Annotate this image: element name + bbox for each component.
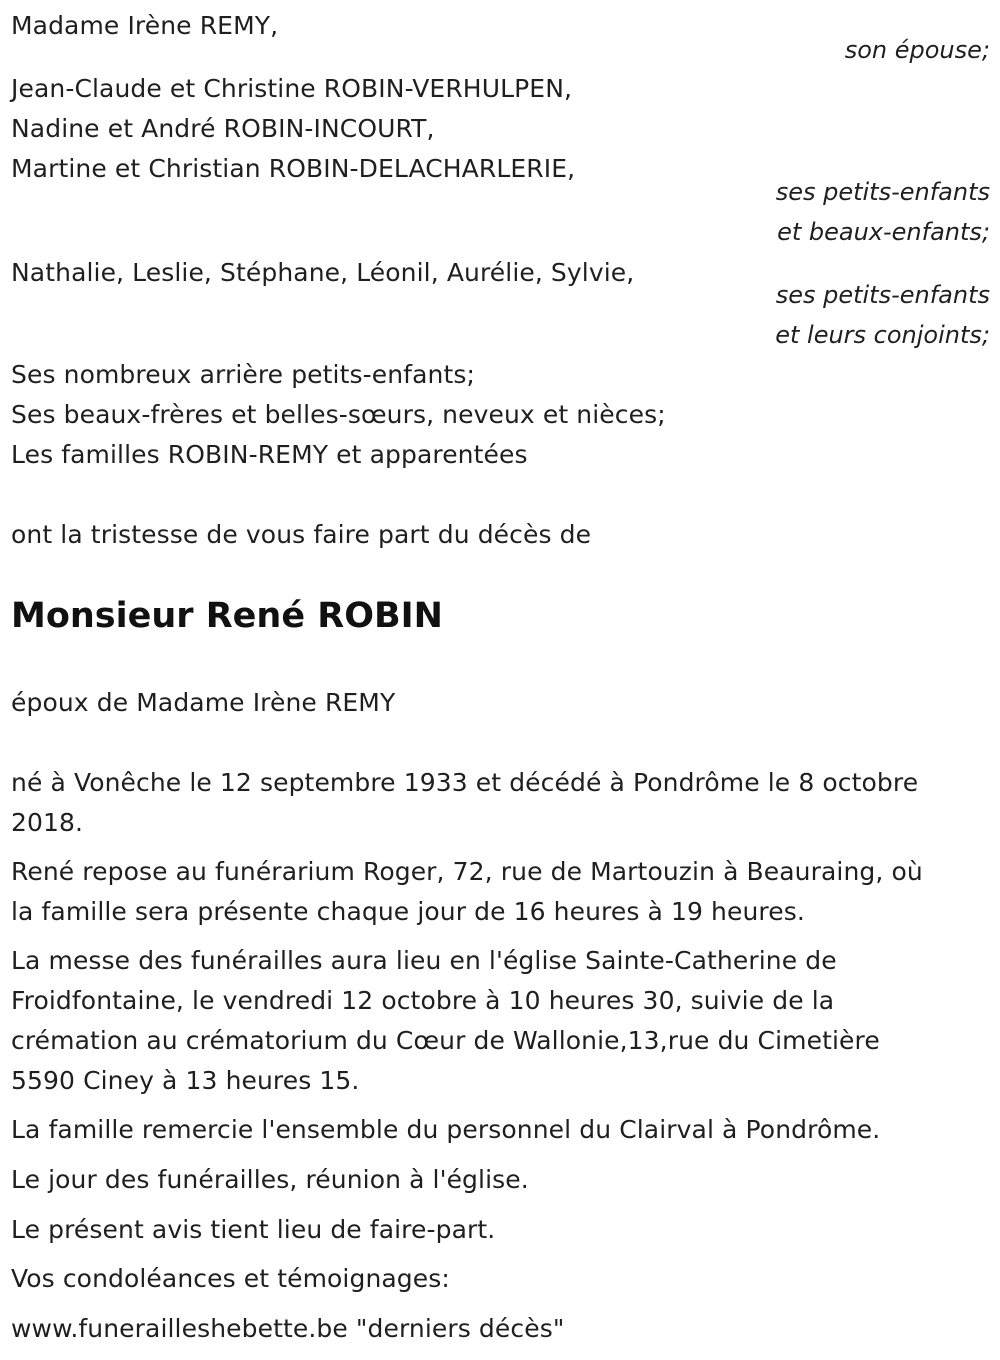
child-line: Nadine et André ROBIN-INCOURT, <box>11 114 435 143</box>
notice-line: Le présent avis tient lieu de faire-part. <box>11 1215 496 1244</box>
condolences-label: Vos condoléances et témoignages: <box>11 1264 450 1293</box>
thanks-line: La famille remercie l'ensemble du personnel du Clairval à Pondrôme. <box>11 1115 881 1144</box>
mass-line: crémation au crématorium du Cœur de Wallonie,13,rue du Cimetière <box>11 1026 880 1055</box>
mass-line: La messe des funérailles aura lieu en l'église Sainte-Catherine de <box>11 946 837 975</box>
grandchildren-role-line: et leurs conjoints; <box>775 321 990 349</box>
birth-death-line: 2018. <box>11 808 84 837</box>
children-role-line: ses petits-enfants <box>775 178 990 206</box>
child-line: Martine et Christian ROBIN-DELACHARLERIE, <box>11 154 576 183</box>
funerarium-line: René repose au funérarium Roger, 72, rue de Martouzin à Beauraing, où <box>11 857 923 886</box>
website-text: www.funerailleshebette.be "derniers décès" <box>11 1314 565 1343</box>
announcement-text: ont la tristesse de vous faire part du décès de <box>11 520 592 549</box>
birth-death-line: né à Vonêche le 12 septembre 1933 et décédé à Pondrôme le 8 octobre <box>11 768 919 797</box>
spouse-name: Madame Irène REMY, <box>11 11 279 40</box>
family-other-line: Ses nombreux arrière petits-enfants; <box>11 360 475 389</box>
spouse-of-line: époux de Madame Irène REMY <box>11 688 396 717</box>
funerarium-line: la famille sera présente chaque jour de 16 heures à 19 heures. <box>11 897 805 926</box>
grandchildren-line: Nathalie, Leslie, Stéphane, Léonil, Aurélie, Sylvie, <box>11 258 635 287</box>
spouse-role: son épouse; <box>844 36 990 64</box>
mass-line: 5590 Ciney à 13 heures 15. <box>11 1066 360 1095</box>
family-other-line: Les familles ROBIN-REMY et apparentées <box>11 440 528 469</box>
deceased-name: Monsieur René ROBIN <box>11 596 443 636</box>
grandchildren-role-line: ses petits-enfants <box>775 281 990 309</box>
child-line: Jean-Claude et Christine ROBIN-VERHULPEN, <box>11 74 573 103</box>
children-role-line: et beaux-enfants; <box>777 218 990 246</box>
mass-line: Froidfontaine, le vendredi 12 octobre à 10 heures 30, suivie de la <box>11 986 835 1015</box>
meeting-line: Le jour des funérailles, réunion à l'église. <box>11 1165 529 1194</box>
family-other-line: Ses beaux-frères et belles-sœurs, neveux et nièces; <box>11 400 666 429</box>
